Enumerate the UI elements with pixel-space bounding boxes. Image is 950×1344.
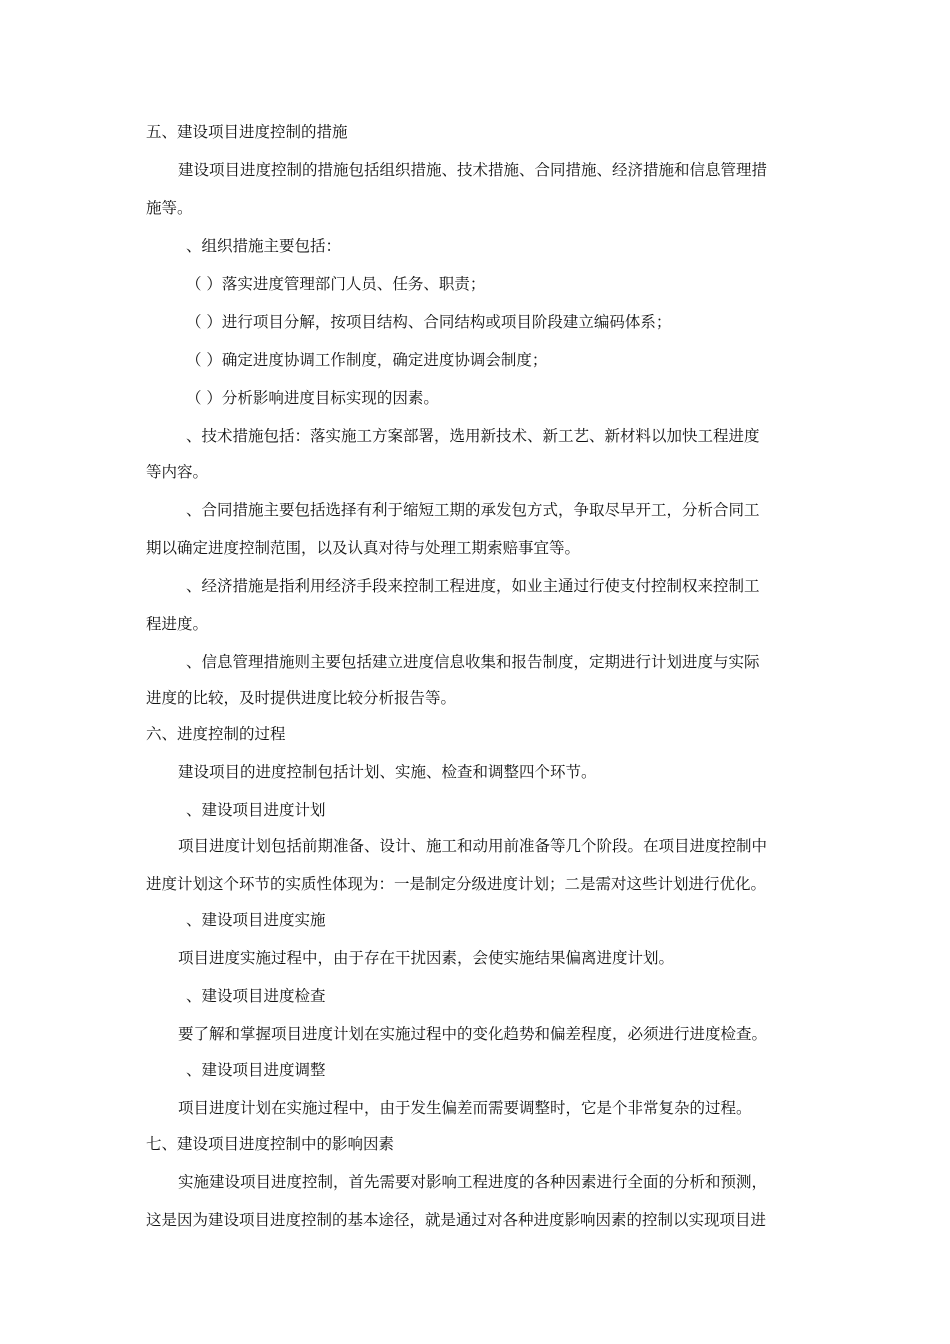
- section-heading: 七、建设项目进度控制中的影响因素: [146, 1135, 395, 1153]
- subheading: 、建设项目进度检查: [186, 987, 326, 1005]
- list-item: （ ）落实进度管理部门人员、任务、职责；: [186, 275, 486, 293]
- subheading: 、建设项目进度实施: [186, 911, 326, 929]
- subheading: 、建设项目进度计划: [186, 801, 326, 819]
- paragraph-line: 项目进度计划包括前期准备、设计、施工和动用前准备等几个阶段。在项目进度控制中: [178, 837, 768, 855]
- subheading: 、组织措施主要包括：: [186, 237, 342, 255]
- list-item: （ ）分析影响进度目标实现的因素。: [186, 389, 439, 407]
- paragraph-line: 进度计划这个环节的实质性体现为：一是制定分级进度计划；二是需对这些计划进行优化。: [146, 875, 767, 893]
- list-item: （ ）进行项目分解，按项目结构、合同结构或项目阶段建立编码体系；: [186, 313, 672, 331]
- paragraph-line: 建设项目进度控制的措施包括组织措施、技术措施、合同措施、经济措施和信息管理措: [178, 161, 768, 179]
- paragraph-line: 项目进度计划在实施过程中，由于发生偏差而需要调整时，它是个非常复杂的过程。: [178, 1099, 752, 1117]
- paragraph-line: 施等。: [146, 199, 193, 217]
- paragraph-line: 等内容。: [146, 463, 209, 481]
- paragraph-line: 这是因为建设项目进度控制的基本途径，就是通过对各种进度影响因素的控制以实现项目进: [146, 1211, 767, 1229]
- paragraph-line: 实施建设项目进度控制，首先需要对影响工程进度的各种因素进行全面的分析和预测，: [178, 1173, 768, 1191]
- paragraph-line: 进度的比较，及时提供进度比较分析报告等。: [146, 689, 457, 707]
- subheading: 、建设项目进度调整: [186, 1061, 326, 1079]
- paragraph-line: 建设项目的进度控制包括计划、实施、检查和调整四个环节。: [178, 763, 597, 781]
- paragraph-line: 、经济措施是指利用经济手段来控制工程进度，如业主通过行使支付控制权来控制工: [186, 577, 760, 595]
- section-heading: 六、进度控制的过程: [146, 725, 286, 743]
- paragraph-line: 程进度。: [146, 615, 209, 633]
- paragraph-line: 、信息管理措施则主要包括建立进度信息收集和报告制度，定期进行计划进度与实际: [186, 653, 760, 671]
- paragraph-line: 、技术措施包括：落实施工方案部署，选用新技术、新工艺、新材料以加快工程进度: [186, 427, 760, 445]
- section-heading: 五、建设项目进度控制的措施: [146, 123, 348, 141]
- paragraph-line: 、合同措施主要包括选择有利于缩短工期的承发包方式，争取尽早开工，分析合同工: [186, 501, 760, 519]
- paragraph-line: 期以确定进度控制范围，以及认真对待与处理工期索赔事宜等。: [146, 539, 581, 557]
- paragraph-line: 项目进度实施过程中，由于存在干扰因素，会使实施结果偏离进度计划。: [178, 949, 675, 967]
- list-item: （ ）确定进度协调工作制度，确定进度协调会制度；: [186, 351, 548, 369]
- paragraph-line: 要了解和掌握项目进度计划在实施过程中的变化趋势和偏差程度，必须进行进度检查。: [178, 1025, 768, 1043]
